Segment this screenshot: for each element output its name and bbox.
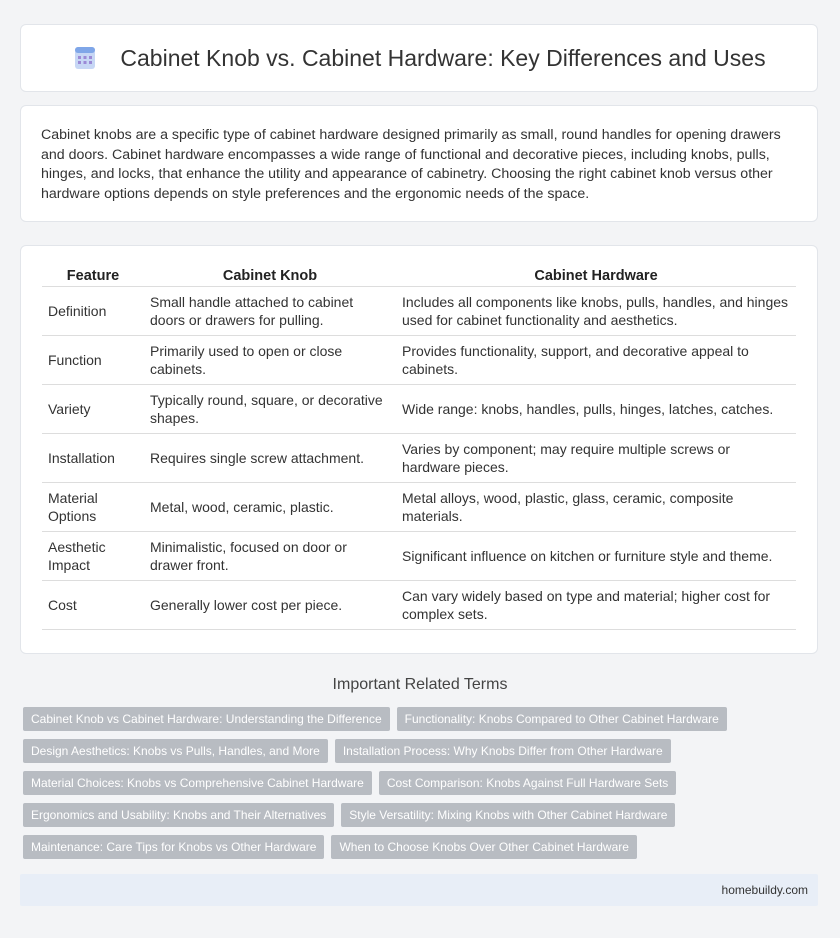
table-row	[42, 385, 796, 434]
table-row	[42, 287, 796, 336]
intro-card	[20, 105, 818, 222]
page-title	[72, 45, 765, 72]
knob-cell: Generally lower cost per piece.	[144, 581, 396, 630]
knob-cell: Minimalistic, focused on door or drawer front.	[144, 532, 396, 581]
hardware-cell: Can vary widely based on type and material; higher cost for complex sets.	[396, 581, 796, 630]
table-row	[42, 483, 796, 532]
related-term-tag[interactable]: Material Choices: Knobs vs Comprehensive Cabinet Hardware	[23, 771, 372, 795]
tag-row	[23, 739, 823, 763]
feature-cell: Variety	[42, 385, 144, 434]
table-row	[42, 532, 796, 581]
table-row	[42, 336, 796, 385]
header-card	[20, 24, 818, 92]
hardware-cell: Provides functionality, support, and decorative appeal to cabinets.	[396, 336, 796, 385]
related-term-tag[interactable]: Ergonomics and Usability: Knobs and Their Alternatives	[23, 803, 334, 827]
knob-cell: Metal, wood, ceramic, plastic.	[144, 483, 396, 532]
related-term-tag[interactable]: Design Aesthetics: Knobs vs Pulls, Handles, and More	[23, 739, 328, 763]
header-feature: Feature	[42, 258, 144, 287]
header-cabinet-knob: Cabinet Knob	[144, 258, 396, 287]
feature-cell: Function	[42, 336, 144, 385]
table-header-row	[42, 258, 796, 287]
related-term-tag[interactable]: Style Versatility: Mixing Knobs with Other Cabinet Hardware	[341, 803, 675, 827]
feature-cell: Aesthetic Impact	[42, 532, 144, 581]
related-term-tag[interactable]: Maintenance: Care Tips for Knobs vs Other Hardware	[23, 835, 324, 859]
feature-cell: Definition	[42, 287, 144, 336]
hardware-cell: Wide range: knobs, handles, pulls, hinges, latches, catches.	[396, 385, 796, 434]
document-grid-icon	[72, 45, 98, 71]
table-row	[42, 434, 796, 483]
footer	[20, 874, 818, 906]
related-term-tag[interactable]: Functionality: Knobs Compared to Other Cabinet Hardware	[397, 707, 727, 731]
feature-cell: Installation	[42, 434, 144, 483]
tag-row	[23, 803, 823, 827]
comparison-table-card	[20, 245, 818, 654]
related-term-tag[interactable]: Installation Process: Why Knobs Differ from Other Hardware	[335, 739, 671, 763]
comparison-table	[42, 258, 796, 630]
header-cabinet-hardware: Cabinet Hardware	[396, 258, 796, 287]
related-term-tag[interactable]: Cabinet Knob vs Cabinet Hardware: Understanding the Difference	[23, 707, 390, 731]
page-title-text: Cabinet Knob vs. Cabinet Hardware: Key Differences and Uses	[120, 44, 766, 71]
knob-cell: Requires single screw attachment.	[144, 434, 396, 483]
tag-row	[23, 771, 823, 795]
table-row	[42, 581, 796, 630]
footer-site-link[interactable]: homebuildy.com	[721, 883, 808, 897]
knob-cell: Typically round, square, or decorative shapes.	[144, 385, 396, 434]
tag-row	[23, 835, 823, 859]
related-terms-title: Important Related Terms	[332, 676, 508, 693]
related-terms-section	[0, 676, 840, 694]
feature-cell: Material Options	[42, 483, 144, 532]
related-term-tag[interactable]: Cost Comparison: Knobs Against Full Hardware Sets	[379, 771, 676, 795]
tag-row	[23, 707, 823, 731]
hardware-cell: Includes all components like knobs, pulls, handles, and hinges used for cabinet functionality and aesthetics.	[396, 287, 796, 336]
hardware-cell: Metal alloys, wood, plastic, glass, ceramic, composite materials.	[396, 483, 796, 532]
related-term-tag[interactable]: When to Choose Knobs Over Other Cabinet Hardware	[331, 835, 636, 859]
related-terms-tags	[23, 707, 823, 867]
knob-cell: Primarily used to open or close cabinets.	[144, 336, 396, 385]
feature-cell: Cost	[42, 581, 144, 630]
hardware-cell: Significant influence on kitchen or furniture style and theme.	[396, 532, 796, 581]
intro-paragraph: Cabinet knobs are a specific type of cabinet hardware designed primarily as small, round handles for opening drawers and doors. Cabinet hardware encompasses a wide range of functional and decorative pieces, including knobs, pulls, hinges, and locks, that enhance the utility and appearance of cabinetry. Choosing the right cabinet knob versus other hardware options depends on style preferences and the ergonomic needs of the space.	[41, 127, 781, 202]
knob-cell: Small handle attached to cabinet doors or drawers for pulling.	[144, 287, 396, 336]
hardware-cell: Varies by component; may require multiple screws or hardware pieces.	[396, 434, 796, 483]
